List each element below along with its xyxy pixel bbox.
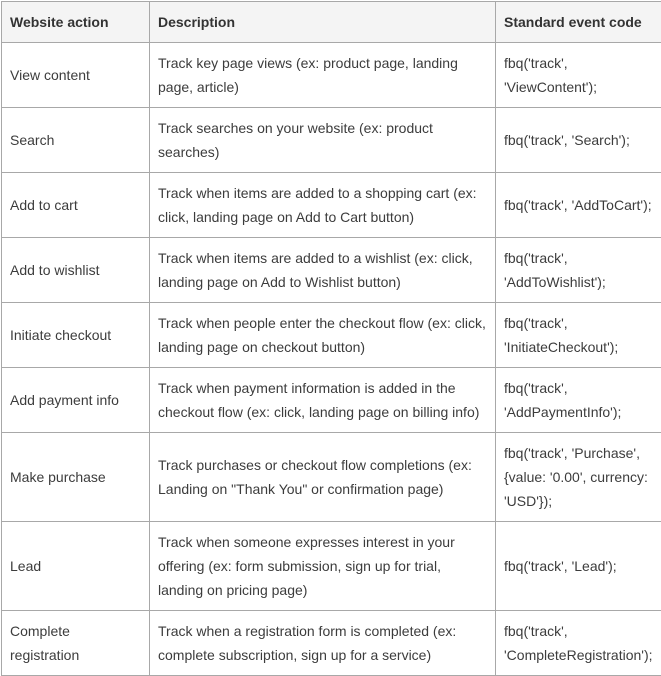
event-code-line: fbq('track', 'Search');	[504, 132, 630, 148]
description-cell: Track key page views (ex: product page, landing page, article)	[150, 43, 496, 108]
table-row	[2, 611, 661, 676]
website-action-cell: Initiate checkout	[2, 303, 150, 368]
event-code-line: 'AddPaymentInfo');	[504, 404, 622, 420]
event-code-line: fbq('track',	[504, 315, 568, 331]
event-code-line: {value: '0.00', currency:	[504, 469, 648, 485]
event-code-line: 'CompleteRegistration');	[504, 647, 653, 663]
header-standard-event-code: Standard event code	[496, 2, 661, 43]
website-action-cell: Add to cart	[2, 173, 150, 238]
description-cell: Track when payment information is added in the checkout flow (ex: click, landing page on billing info)	[150, 368, 496, 433]
website-action-cell: Make purchase	[2, 433, 150, 522]
table-row	[2, 433, 661, 522]
website-action-cell: Lead	[2, 522, 150, 611]
description-cell: Track when someone expresses interest in your offering (ex: form submission, sign up for trial, landing on pricing page)	[150, 522, 496, 611]
event-code-cell	[496, 611, 661, 676]
event-code-line: fbq('track', 'Lead');	[504, 558, 617, 574]
table-row	[2, 522, 661, 611]
event-code-line: fbq('track', 'Purchase',	[504, 445, 640, 461]
header-description: Description	[150, 2, 496, 43]
event-code-cell	[496, 303, 661, 368]
event-code-line: fbq('track',	[504, 250, 568, 266]
event-code-cell	[496, 173, 661, 238]
event-code-cell	[496, 522, 661, 611]
description-cell: Track when a registration form is completed (ex: complete subscription, sign up for a service)	[150, 611, 496, 676]
table-row	[2, 43, 661, 108]
description-cell: Track when items are added to a wishlist (ex: click, landing page on Add to Wishlist button)	[150, 238, 496, 303]
event-code-line: fbq('track', 'AddToCart');	[504, 197, 652, 213]
description-cell: Track purchases or checkout flow completions (ex: Landing on "Thank You" or confirmation page)	[150, 433, 496, 522]
standard-events-table	[1, 1, 661, 676]
table-row	[2, 303, 661, 368]
header-website-action: Website action	[2, 2, 150, 43]
event-code-cell	[496, 368, 661, 433]
event-code-line: 'AddToWishlist');	[504, 274, 606, 290]
event-code-line: 'ViewContent');	[504, 79, 598, 95]
event-code-line: 'USD'});	[504, 493, 553, 509]
description-cell: Track searches on your website (ex: product searches)	[150, 108, 496, 173]
event-code-line: 'InitiateCheckout');	[504, 339, 619, 355]
description-cell: Track when items are added to a shopping cart (ex: click, landing page on Add to Cart button)	[150, 173, 496, 238]
event-code-cell	[496, 433, 661, 522]
table-row	[2, 238, 661, 303]
event-code-cell	[496, 43, 661, 108]
website-action-cell: Add to wishlist	[2, 238, 150, 303]
website-action-cell: View content	[2, 43, 150, 108]
table-header-row	[2, 2, 661, 43]
event-code-line: fbq('track',	[504, 623, 568, 639]
website-action-cell: Complete registration	[2, 611, 150, 676]
event-code-line: fbq('track',	[504, 380, 568, 396]
event-code-cell	[496, 238, 661, 303]
event-code-line: fbq('track',	[504, 55, 568, 71]
website-action-cell: Add payment info	[2, 368, 150, 433]
table-row	[2, 173, 661, 238]
table-row	[2, 368, 661, 433]
description-cell: Track when people enter the checkout flow (ex: click, landing page on checkout button)	[150, 303, 496, 368]
event-code-cell	[496, 108, 661, 173]
website-action-cell: Search	[2, 108, 150, 173]
table-row	[2, 108, 661, 173]
